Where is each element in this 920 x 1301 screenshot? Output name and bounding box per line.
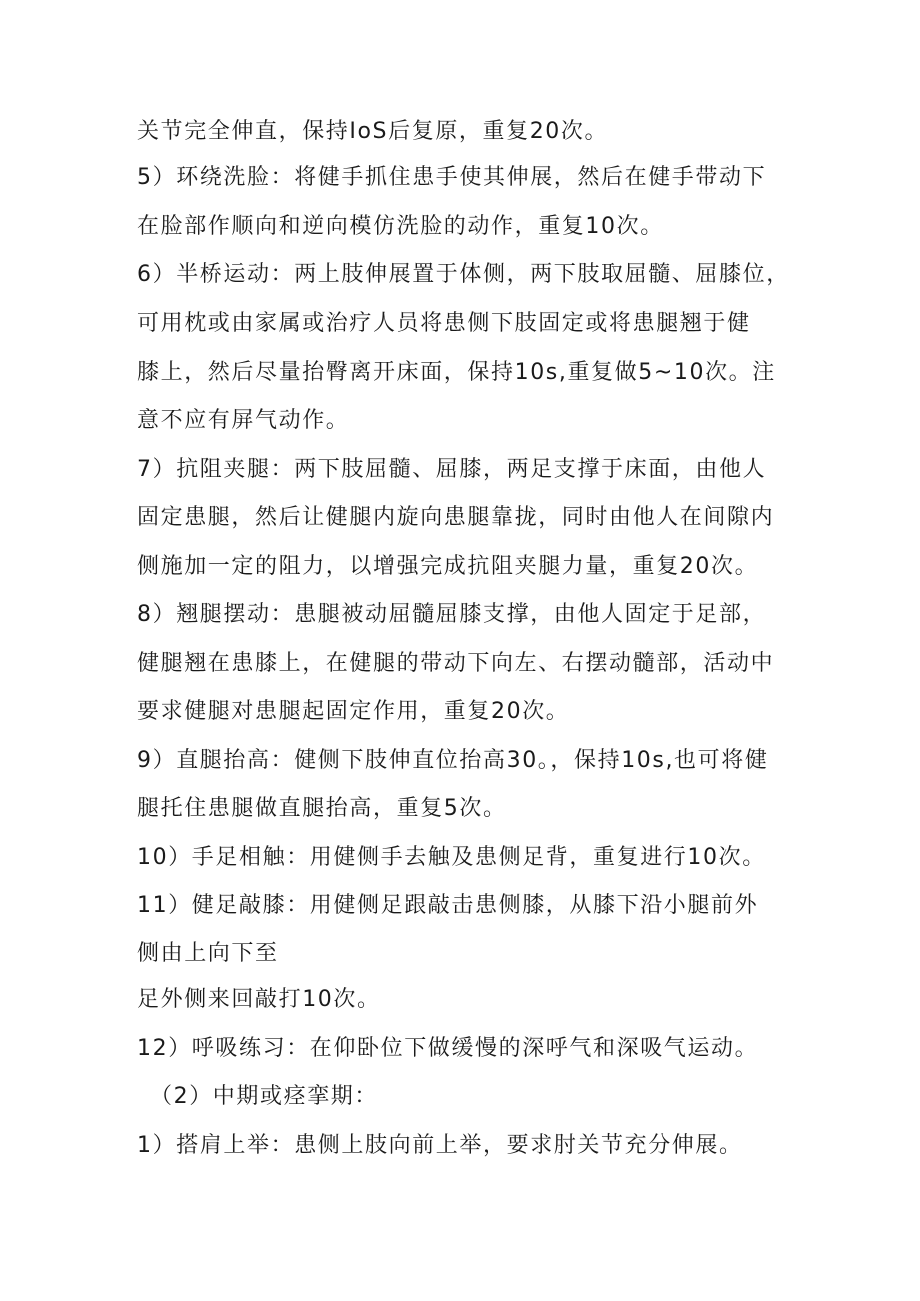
text-line-6: 膝上，然后尽量抬臀离开床面，保持10s,重复做5~10次。注 (137, 360, 776, 385)
text-line-7: 意不应有屏气动作。 (137, 408, 350, 433)
text-line-10: 侧施加一定的阻力，以增强完成抗阻夹腿力量，重复20次。 (137, 554, 759, 579)
text-line-17: 11）健足敲膝：用健侧足跟敲击患侧膝，从膝下沿小腿前外 (137, 893, 759, 918)
text-line-12: 健腿翘在患膝上，在健腿的带动下向左、右摆动髓部，活动中 (137, 651, 775, 676)
text-line-15: 腿托住患腿做直腿抬高，重复5次。 (137, 796, 507, 821)
text-line-4: 6）半桥运动：两上肢伸展置于体侧，两下肢取屈髓、屈膝位， (137, 262, 790, 287)
text-line-2: 5）环绕洗脸：将健手抓住患手使其伸展，然后在健手带动下 (137, 165, 767, 190)
text-line-20: 12）呼吸练习：在仰卧位下做缓慢的深呼气和深吸气运动。 (137, 1036, 759, 1061)
text-line-11: 8）翘腿摆动：患腿被动屈髓屈膝支撑，由他人固定于足部， (137, 602, 767, 627)
text-line-3: 在脸部作顺向和逆向模仿洗脸的动作，重复10次。 (137, 214, 664, 239)
text-line-8: 7）抗阻夹腿：两下肢屈髓、屈膝，两足支撑于床面，由他人 (137, 457, 767, 482)
text-line-1: 关节完全伸直，保持IoS后复原，重复20次。 (137, 119, 609, 144)
text-line-9: 固定患腿，然后让健腿内旋向患腿靠拢，同时由他人在间隙内 (137, 505, 775, 530)
text-line-18: 侧由上向下至 (137, 941, 279, 966)
text-line-14: 9）直腿抬高：健侧下肢伸直位抬高30。，保持10s,也可将健 (137, 748, 769, 773)
text-line-5: 可用枕或由家属或治疗人员将患侧下肢固定或将患腿翘于健 (137, 311, 751, 336)
text-line-13: 要求健腿对患腿起固定作用，重复20次。 (137, 699, 570, 724)
section-heading: （2）中期或痉挛期： (150, 1084, 378, 1109)
text-line-22: 1）搭肩上举：患侧上肢向前上举，要求肘关节充分伸展。 (137, 1133, 743, 1158)
text-line-16: 10）手足相触：用健侧手去触及患侧足背，重复进行10次。 (137, 845, 766, 870)
text-line-19: 足外侧来回敲打10次。 (137, 987, 381, 1012)
